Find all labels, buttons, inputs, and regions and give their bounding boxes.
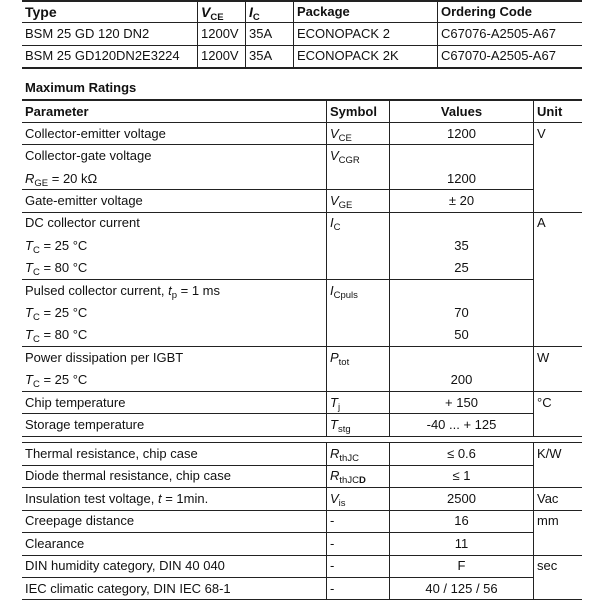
value-cell: -40 ... + 125: [426, 417, 497, 432]
header-ic: $I_C$: [249, 4, 260, 23]
value-cell: 1200: [447, 171, 476, 186]
parameter-cell: DC collector current: [25, 215, 140, 230]
symbol-cell: $I_{Cpuls}$: [330, 283, 358, 301]
table-border: [22, 99, 582, 101]
header-ordering-code: Ordering Code: [441, 4, 533, 19]
value-cell: 25: [454, 260, 469, 275]
symbol-cell: $V_{CE}$: [330, 126, 352, 144]
row-divider: [22, 487, 582, 488]
symbol-cell: $V_{is}$: [330, 491, 346, 509]
unit-cell: °C: [537, 395, 552, 410]
value-cell: 40 / 125 / 56: [425, 581, 498, 596]
symbol-cell: -: [330, 558, 335, 573]
parameter-cell: Gate-emitter voltage: [25, 193, 143, 208]
condition-cell: $T_C = 25$ °C: [25, 372, 88, 390]
value-cell: 50: [454, 327, 469, 342]
ic-cell: 35A: [249, 48, 273, 63]
value-cell: 70: [454, 305, 469, 320]
parameter-cell: Diode thermal resistance, chip case: [25, 468, 231, 483]
ic-cell: 35A: [249, 26, 273, 41]
table-border: [22, 67, 582, 69]
row-divider: [22, 391, 582, 392]
row-divider: [22, 510, 582, 511]
column-divider: [437, 0, 438, 69]
row-divider: [22, 346, 582, 347]
column-divider: [533, 442, 534, 600]
parameter-cell: DIN humidity category, DIN 40 040: [25, 558, 225, 573]
type-cell: BSM 25 GD120DN2E3224: [25, 48, 180, 63]
table-border: [22, 442, 582, 443]
unit-cell: V: [537, 126, 546, 141]
column-divider: [533, 100, 534, 437]
header-package: Package: [297, 4, 350, 19]
symbol-cell: $T_{stg}$: [330, 417, 351, 435]
row-divider: [22, 555, 582, 556]
value-cell: + 150: [445, 395, 478, 410]
symbol-cell: -: [330, 581, 335, 596]
symbol-cell: $I_C$: [330, 215, 341, 233]
value-cell: ≤ 0.6: [447, 446, 476, 461]
ordering-code-cell: C67070-A2505-A67: [441, 48, 556, 63]
table-border: [22, 45, 582, 46]
symbol-cell: $V_{CGR}$: [330, 148, 360, 166]
header-vce: $V_{CE}$: [201, 4, 224, 23]
package-cell: ECONOPACK 2: [297, 26, 390, 41]
section-title-maximum-ratings: Maximum Ratings: [25, 80, 137, 95]
value-cell: 1200: [447, 126, 476, 141]
unit-cell: K/W: [537, 446, 562, 461]
table-border: [22, 0, 582, 2]
symbol-cell: $R_{thJCD}$: [330, 468, 366, 486]
symbol-cell: $R_{thJC}$: [330, 446, 359, 464]
table-border: [22, 22, 582, 23]
row-divider: [22, 279, 533, 280]
row-divider: [22, 465, 533, 466]
header-values: Values: [440, 104, 483, 119]
parameter-cell: IEC climatic category, DIN IEC 68-1: [25, 581, 231, 596]
header-type: Type: [25, 4, 57, 20]
row-divider: [22, 212, 582, 213]
unit-cell: A: [537, 215, 546, 230]
value-cell: F: [457, 558, 466, 573]
symbol-cell: $V_{GE}$: [330, 193, 353, 211]
value-cell: ± 20: [448, 193, 475, 208]
parameter-cell: Collector-emitter voltage: [25, 126, 166, 141]
condition-cell: $T_C = 80$ °C: [25, 260, 88, 278]
vce-cell: 1200V: [201, 48, 239, 63]
header-symbol: Symbol: [330, 104, 377, 119]
column-divider: [293, 0, 294, 69]
value-cell: 16: [454, 513, 469, 528]
unit-cell: Vac: [537, 491, 559, 506]
row-divider: [22, 577, 533, 578]
value-cell: 35: [454, 238, 469, 253]
parameter-cell: Storage temperature: [25, 417, 145, 432]
parameter-cell: Creepage distance: [25, 513, 135, 528]
symbol-cell: $P_{tot}$: [330, 350, 350, 368]
row-divider: [22, 413, 533, 414]
type-cell: BSM 25 GD 120 DN2: [25, 26, 150, 41]
row-divider: [22, 189, 533, 190]
condition-cell: $T_C = 80$ °C: [25, 327, 88, 345]
table-border: [22, 436, 582, 437]
unit-cell: W: [537, 350, 550, 365]
parameter-cell: Collector-gate voltage: [25, 148, 152, 163]
column-divider: [245, 0, 246, 69]
symbol-cell: -: [330, 513, 335, 528]
parameter-cell: Chip temperature: [25, 395, 126, 410]
table-border: [22, 122, 582, 123]
header-parameter: Parameter: [25, 104, 89, 119]
row-divider: [22, 144, 533, 145]
parameter-cell: Thermal resistance, chip case: [25, 446, 198, 461]
parameter-cell: Power dissipation per IGBT: [25, 350, 184, 365]
condition-cell: $T_C = 25$ °C: [25, 238, 88, 256]
column-divider: [326, 442, 327, 600]
parameter-cell: Pulsed collector current, $t_p = 1$ ms: [25, 283, 220, 301]
parameter-cell: Insulation test voltage, t = 1min.: [25, 491, 209, 506]
vce-cell: 1200V: [201, 26, 239, 41]
symbol-cell: $T_j$: [330, 395, 341, 413]
package-cell: ECONOPACK 2K: [297, 48, 399, 63]
condition-cell: $R_{GE} = 20$ kΩ: [25, 171, 98, 189]
value-cell: 200: [450, 372, 473, 387]
value-cell: 2500: [447, 491, 476, 506]
header-unit: Unit: [537, 104, 563, 119]
value-cell: 11: [454, 536, 469, 551]
parameter-cell: Clearance: [25, 536, 85, 551]
column-divider: [197, 0, 198, 69]
column-divider: [326, 100, 327, 437]
ordering-code-cell: C67076-A2505-A67: [441, 26, 556, 41]
condition-cell: $T_C = 25$ °C: [25, 305, 88, 323]
symbol-cell: -: [330, 536, 335, 551]
row-divider: [22, 532, 533, 533]
unit-cell: mm: [537, 513, 559, 528]
value-cell: ≤ 1: [452, 468, 471, 483]
unit-cell: sec: [537, 558, 558, 573]
